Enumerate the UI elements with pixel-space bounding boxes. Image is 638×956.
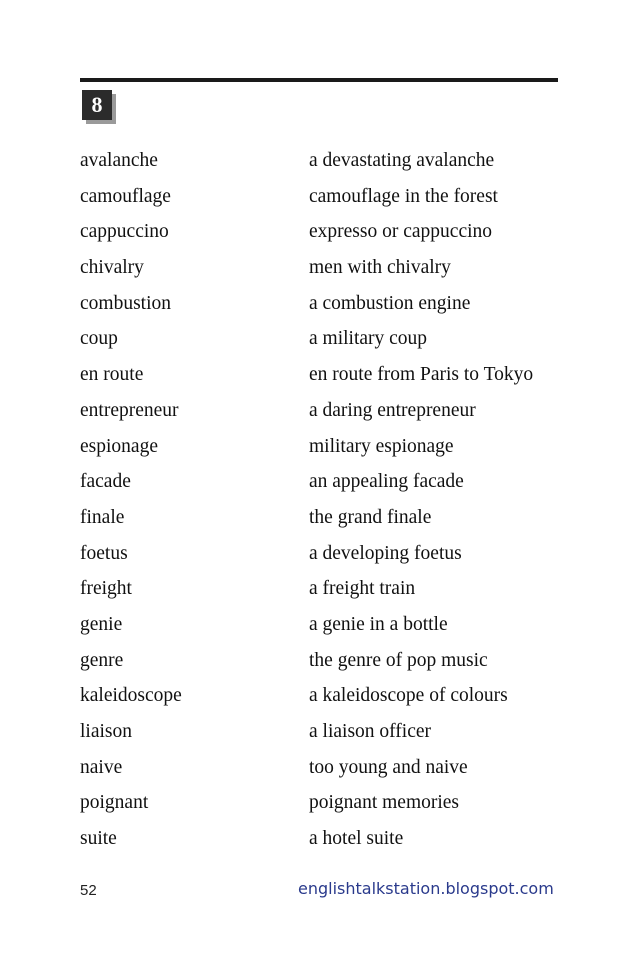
word-row bbox=[80, 214, 580, 250]
example-phrase: a combustion engine bbox=[309, 292, 471, 314]
word-row bbox=[80, 179, 580, 215]
word: avalanche bbox=[80, 150, 158, 171]
example-phrase: a kaleidoscope of colours bbox=[309, 685, 508, 707]
example-phrase: en route from Paris to Tokyo bbox=[309, 364, 534, 386]
example-phrase: camouflage in the forest bbox=[309, 185, 498, 207]
word-row bbox=[80, 464, 580, 500]
word-row bbox=[80, 321, 580, 357]
word-row bbox=[80, 393, 580, 429]
word: liaison bbox=[80, 721, 132, 742]
word: combustion bbox=[80, 292, 171, 314]
example-phrase: the genre of pop music bbox=[309, 649, 488, 671]
word: chivalry bbox=[80, 257, 144, 279]
word: camouflage bbox=[80, 185, 171, 207]
word-row bbox=[80, 643, 580, 679]
word: cappuccino bbox=[80, 221, 169, 243]
example-phrase: a devastating avalanche bbox=[309, 150, 495, 171]
example-phrase: men with chivalry bbox=[309, 257, 451, 279]
word: suite bbox=[80, 828, 117, 850]
lesson-number-badge: 8 bbox=[82, 90, 112, 120]
word-row bbox=[80, 750, 580, 786]
example-phrase: a liaison officer bbox=[309, 721, 432, 742]
website-link[interactable]: englishtalkstation.blogspot.com bbox=[298, 879, 554, 898]
word-row bbox=[80, 571, 580, 607]
example-phrase: too young and naive bbox=[309, 756, 468, 778]
word-row bbox=[80, 714, 580, 750]
word-row bbox=[80, 678, 580, 714]
top-rule bbox=[80, 78, 558, 82]
example-phrase: expresso or cappuccino bbox=[309, 221, 493, 243]
word-list bbox=[80, 143, 580, 857]
word-row bbox=[80, 429, 580, 465]
example-phrase: a daring entrepreneur bbox=[309, 399, 476, 421]
word-row bbox=[80, 821, 580, 857]
word: foetus bbox=[80, 542, 128, 564]
word: facade bbox=[80, 471, 131, 493]
word-row bbox=[80, 607, 580, 643]
word: genie bbox=[80, 613, 123, 635]
word: naive bbox=[80, 756, 123, 778]
word: poignant bbox=[80, 792, 149, 814]
word-row bbox=[80, 286, 580, 322]
example-phrase: poignant memories bbox=[309, 792, 460, 814]
page-number: 52 bbox=[80, 882, 97, 899]
word: entrepreneur bbox=[80, 399, 179, 421]
word-row bbox=[80, 536, 580, 572]
example-phrase: a genie in a bottle bbox=[309, 613, 448, 635]
word-row bbox=[80, 143, 580, 179]
example-phrase: a freight train bbox=[309, 578, 416, 600]
word: genre bbox=[80, 649, 124, 671]
word: coup bbox=[80, 328, 118, 350]
example-phrase: the grand finale bbox=[309, 506, 432, 528]
word-row bbox=[80, 250, 580, 286]
word-row bbox=[80, 500, 580, 536]
word-row bbox=[80, 785, 580, 821]
example-phrase: a military coup bbox=[309, 328, 428, 350]
word: espionage bbox=[80, 435, 158, 457]
example-phrase: a hotel suite bbox=[309, 828, 404, 850]
example-phrase: military espionage bbox=[309, 435, 454, 457]
word: finale bbox=[80, 506, 125, 528]
word-row bbox=[80, 357, 580, 393]
word: kaleidoscope bbox=[80, 685, 182, 707]
example-phrase: an appealing facade bbox=[309, 471, 464, 493]
word: en route bbox=[80, 364, 144, 386]
word: freight bbox=[80, 578, 132, 600]
example-phrase: a developing foetus bbox=[309, 542, 462, 564]
